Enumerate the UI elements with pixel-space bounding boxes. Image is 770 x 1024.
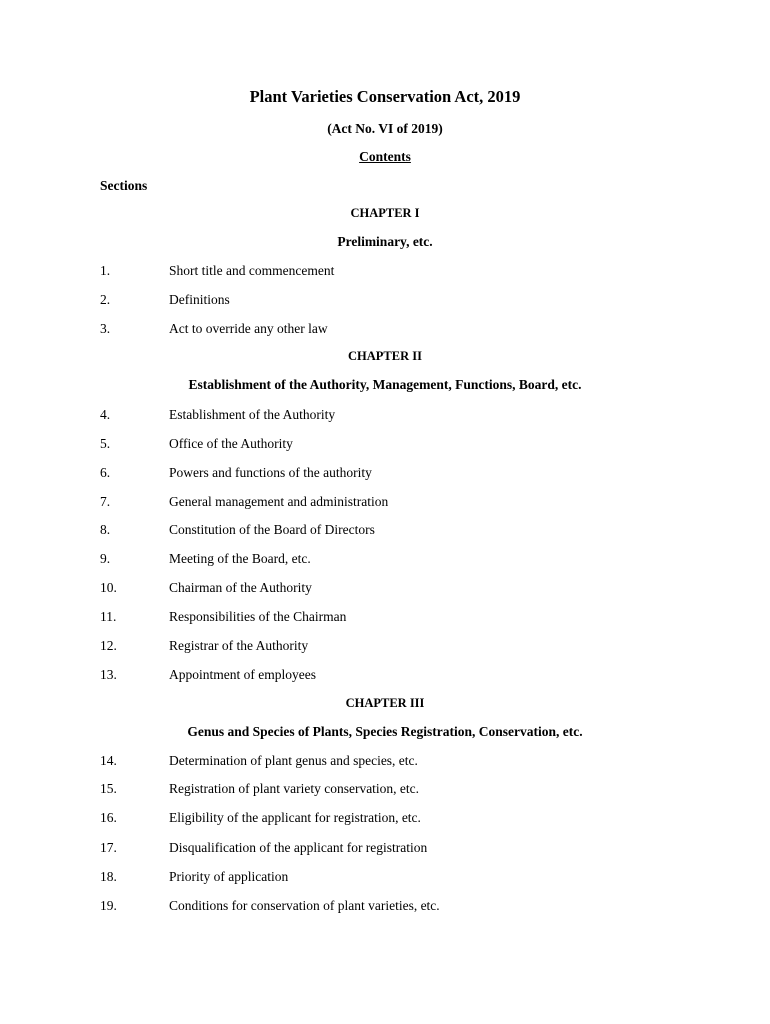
section-number: 5.: [100, 436, 111, 451]
section-title: Conditions for conservation of plant varieties, etc.: [169, 898, 440, 913]
section-number: 16.: [100, 810, 117, 825]
document-subtitle: (Act No. VI of 2019): [327, 121, 443, 136]
section-title: Constitution of the Board of Directors: [169, 522, 375, 537]
section-number: 4.: [100, 407, 111, 422]
section-number: 8.: [100, 522, 111, 537]
section-title: Act to override any other law: [169, 321, 328, 336]
section-number: 13.: [100, 667, 117, 682]
section-title: Determination of plant genus and species, etc.: [169, 753, 418, 768]
sections-heading: Sections: [100, 178, 148, 193]
section-number: 3.: [100, 321, 111, 336]
section-number: 1.: [100, 263, 111, 278]
section-title: Eligibility of the applicant for registration, etc.: [169, 810, 421, 825]
section-number: 17.: [100, 840, 117, 855]
chapter-title: Preliminary, etc.: [337, 234, 433, 249]
chapter-title: Genus and Species of Plants, Species Registration, Conservation, etc.: [187, 724, 583, 739]
section-title: Short title and commencement: [169, 263, 335, 278]
section-number: 15.: [100, 781, 117, 796]
section-title: General management and administration: [169, 494, 389, 509]
section-title: Responsibilities of the Chairman: [169, 609, 347, 624]
section-title: Office of the Authority: [169, 436, 293, 451]
section-title: Definitions: [169, 292, 230, 307]
chapter-label: CHAPTER III: [345, 696, 425, 710]
section-number: 2.: [100, 292, 111, 307]
section-number: 7.: [100, 494, 111, 509]
section-number: 12.: [100, 638, 117, 653]
section-number: 9.: [100, 551, 111, 566]
section-number: 10.: [100, 580, 117, 595]
chapter-title: Establishment of the Authority, Management, Functions, Board, etc.: [188, 377, 582, 392]
section-number: 6.: [100, 465, 111, 480]
section-number: 18.: [100, 869, 117, 884]
contents-heading: Contents: [359, 149, 411, 164]
section-title: Powers and functions of the authority: [169, 465, 372, 480]
section-title: Priority of application: [169, 869, 289, 884]
section-title: Appointment of employees: [169, 667, 316, 682]
section-title: Establishment of the Authority: [169, 407, 336, 422]
section-number: 14.: [100, 753, 117, 768]
chapter-label: CHAPTER I: [350, 206, 420, 220]
section-title: Disqualification of the applicant for registration: [169, 840, 428, 855]
section-title: Registrar of the Authority: [169, 638, 309, 653]
section-number: 19.: [100, 898, 117, 913]
section-number: 11.: [100, 609, 117, 624]
section-title: Registration of plant variety conservation, etc.: [169, 781, 420, 796]
chapter-label: CHAPTER II: [348, 349, 422, 363]
document-title: Plant Varieties Conservation Act, 2019: [249, 87, 521, 106]
section-title: Meeting of the Board, etc.: [169, 551, 311, 566]
section-title: Chairman of the Authority: [169, 580, 312, 595]
